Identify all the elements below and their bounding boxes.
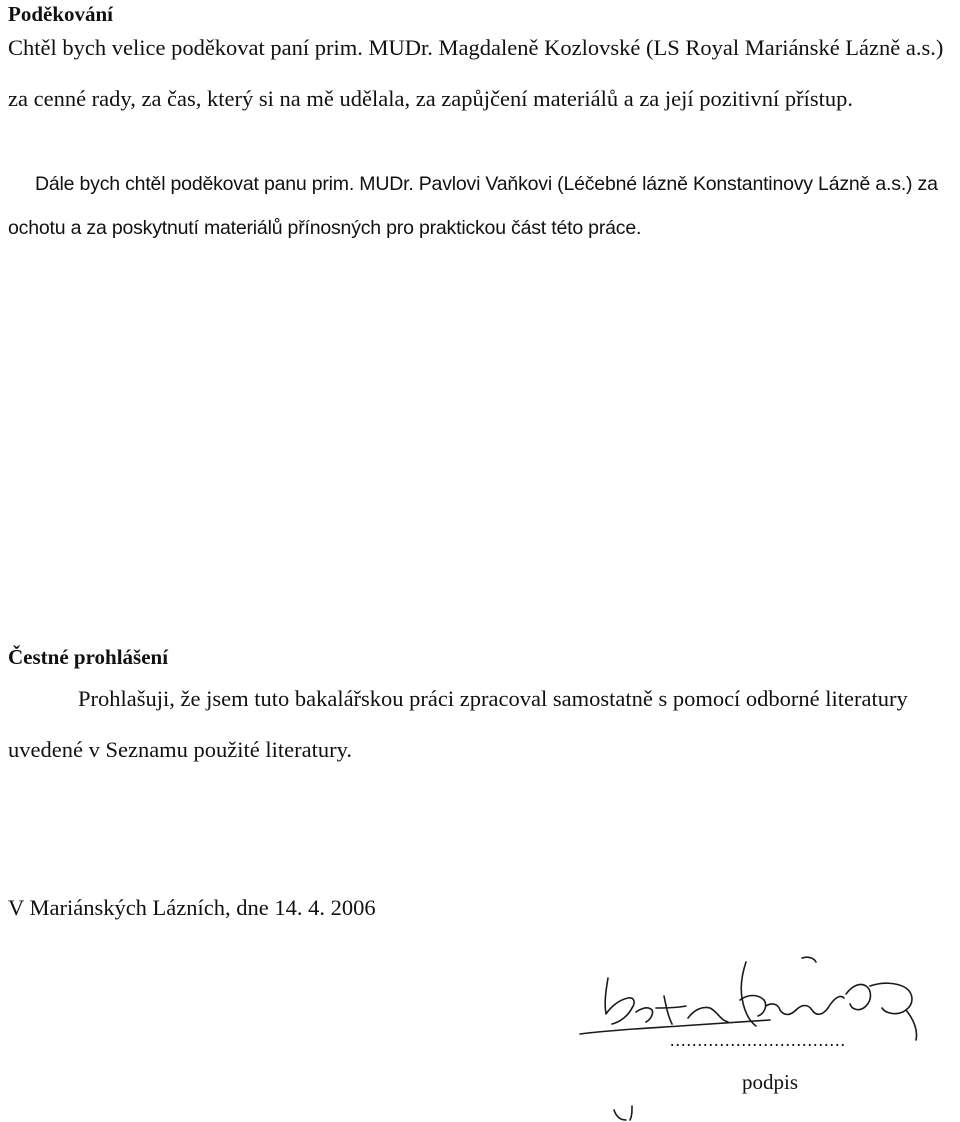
place-date-line: V Mariánských Lázních, dne 14. 4. 2006 xyxy=(8,895,376,920)
declaration-heading: Čestné prohlášení xyxy=(8,645,169,669)
declaration-text: Prohlašuji, že jsem tuto bakalářskou práci zpracoval samostatně s pomocí odborné literatury uvedené v Seznamu použité literatury. xyxy=(8,686,908,762)
acknowledgement-paragraph-1: Chtěl bych velice poděkovat paní prim. MUDr. Magdaleně Kozlovské (LS Royal Mariánské Lázně a.s.) za cenné rady, za čas, který si na mě udělala, za zapůjčení materiálů a za její pozitivní přístup. xyxy=(8,35,944,111)
signature-label: podpis xyxy=(742,1070,799,1094)
signature-line: ................................ xyxy=(670,1030,846,1050)
acknowledgement-paragraph-2: Dále bych chtěl poděkovat panu prim. MUDr. Pavlovi Vaňkovi (Léčebné lázně Konstantinovy Lázně a.s.) za ochotu a za poskytnutí materiálů přínosných pro praktickou část této práce. xyxy=(8,173,938,239)
acknowledgement-heading: Poděkování xyxy=(8,2,114,26)
